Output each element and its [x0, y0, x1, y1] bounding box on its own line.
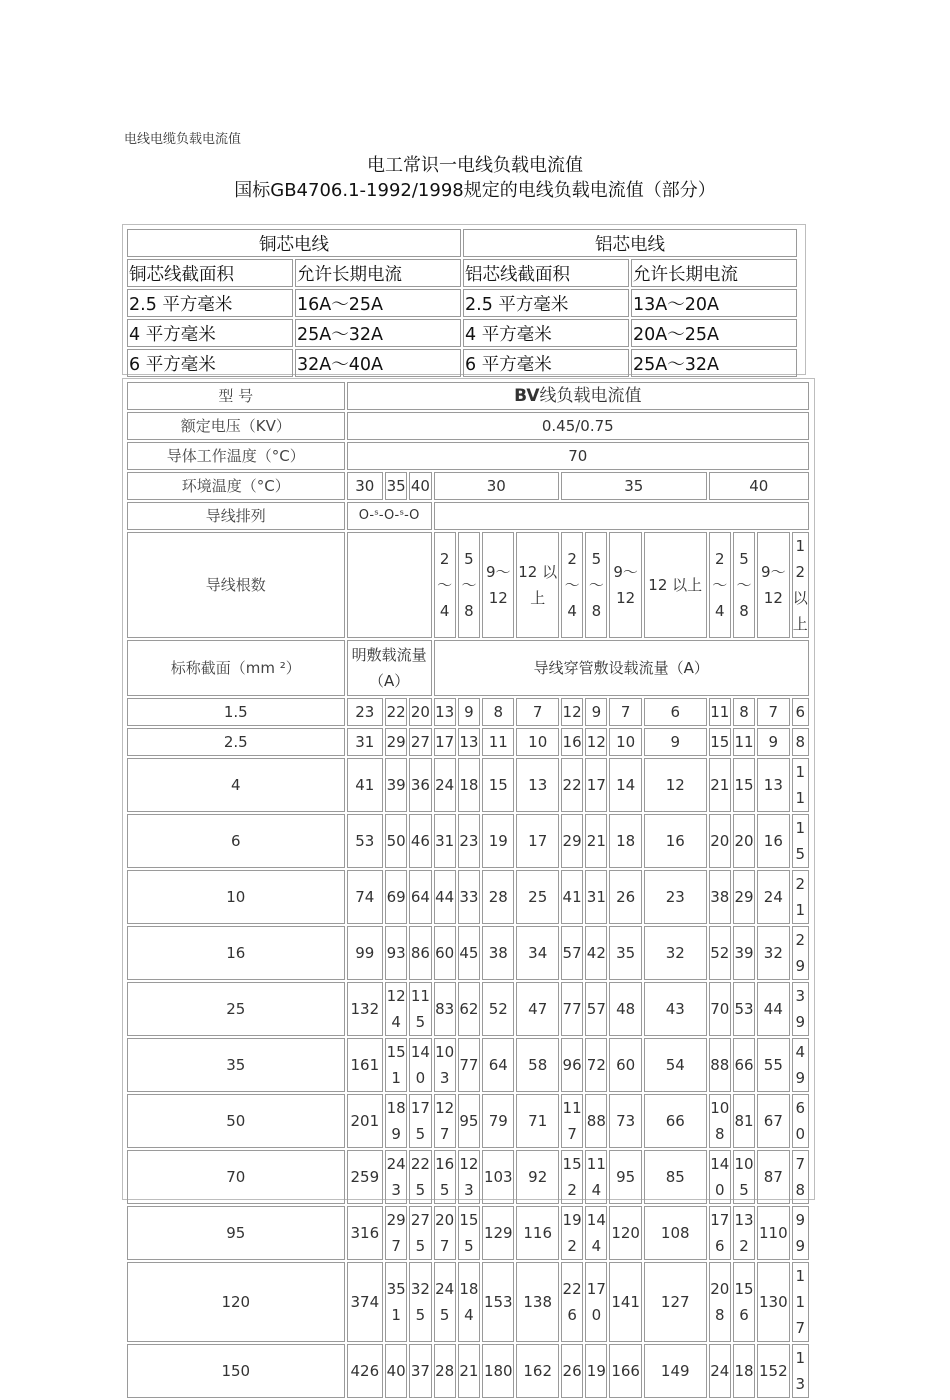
table-row: [127, 870, 809, 924]
current-value-cell: 38: [709, 870, 731, 924]
current-value-cell: 9: [644, 728, 707, 756]
wire-count-value: 9～12: [609, 532, 641, 638]
conductor-temp-value: 70: [347, 442, 809, 470]
cross-section-cell: 95: [127, 1206, 345, 1260]
current-value-cell: 144: [585, 1206, 607, 1260]
cross-section-cell: 50: [127, 1094, 345, 1148]
current-value-cell: 99: [347, 926, 383, 980]
current-value-cell: 275: [409, 1206, 431, 1260]
current-value-cell: 17: [434, 728, 456, 756]
current-value-cell: 53: [733, 982, 755, 1036]
current-value-cell: 93: [385, 926, 407, 980]
model-value-bold: BV: [514, 386, 540, 406]
current-value-cell: 7: [516, 698, 559, 726]
current-value-cell: 152: [757, 1344, 789, 1398]
current-value-cell: 31: [347, 728, 383, 756]
table-row: [127, 982, 809, 1036]
current-value-cell: 180: [482, 1344, 514, 1398]
current-value-cell: 37: [409, 1344, 431, 1398]
current-value-cell: 69: [385, 870, 407, 924]
current-value-cell: 71: [516, 1094, 559, 1148]
current-value-cell: 41: [561, 870, 583, 924]
arrangement-label: 导线排列: [127, 502, 345, 530]
cross-section-cell: 10: [127, 870, 345, 924]
table-row: [127, 289, 797, 317]
current-value-cell: 316: [347, 1206, 383, 1260]
empty-cell: [434, 502, 809, 530]
column-header: 铝芯线截面积: [463, 259, 629, 287]
model-value: [347, 382, 809, 410]
current-value-cell: 351: [385, 1262, 407, 1342]
current-value-cell: 11: [733, 728, 755, 756]
section-label: 标称截面（mm ²）: [127, 640, 345, 696]
current-value-cell: 14: [609, 758, 641, 812]
current-value-cell: 87: [757, 1150, 789, 1204]
current-value-cell: 35: [609, 926, 641, 980]
current-value-cell: 130: [757, 1262, 789, 1342]
table-cell: 32A～40A: [295, 349, 461, 377]
wire-count-value: 12 以上: [792, 532, 809, 638]
table-row: [127, 1094, 809, 1148]
current-value-cell: 161: [347, 1038, 383, 1092]
bv-wire-load-current-table: [125, 380, 811, 1400]
current-value-cell: 13: [516, 758, 559, 812]
column-header: 允许长期电流: [295, 259, 461, 287]
current-value-cell: 54: [644, 1038, 707, 1092]
current-value-cell: 66: [733, 1038, 755, 1092]
current-value-cell: 162: [516, 1344, 559, 1398]
current-value-cell: 115: [409, 982, 431, 1036]
table-cell: 2.5 平方毫米: [127, 289, 293, 317]
current-value-cell: 34: [516, 926, 559, 980]
ambient-temp-value: 30: [347, 472, 383, 500]
wire-count-value: 2～4: [561, 532, 583, 638]
current-value-cell: 15: [482, 758, 514, 812]
current-value-cell: 26: [561, 1344, 583, 1398]
current-value-cell: 23: [347, 698, 383, 726]
current-value-cell: 120: [609, 1206, 641, 1260]
current-value-cell: 201: [347, 1094, 383, 1148]
current-value-cell: 226: [561, 1262, 583, 1342]
current-value-cell: 22: [385, 698, 407, 726]
current-value-cell: 58: [516, 1038, 559, 1092]
current-value-cell: 11: [792, 758, 809, 812]
current-value-cell: 18: [733, 1344, 755, 1398]
current-value-cell: 117: [561, 1094, 583, 1148]
current-value-cell: 426: [347, 1344, 383, 1398]
current-value-cell: 78: [792, 1150, 809, 1204]
current-value-cell: 39: [385, 758, 407, 812]
current-value-cell: 22: [561, 758, 583, 812]
current-value-cell: 31: [434, 814, 456, 868]
current-value-cell: 70: [709, 982, 731, 1036]
page-title: 电工常识一电线负载电流值: [367, 155, 583, 176]
current-value-cell: 184: [458, 1262, 480, 1342]
document-label: 电线电缆负载电流值: [124, 132, 242, 147]
model-label: 型 号: [127, 382, 345, 410]
current-value-cell: 21: [458, 1344, 480, 1398]
table-cell: 25A～32A: [295, 319, 461, 347]
table-cell: 2.5 平方毫米: [463, 289, 629, 317]
column-header: 铜芯线截面积: [127, 259, 293, 287]
wire-count-value: 12 以上: [644, 532, 707, 638]
current-value-cell: 132: [347, 982, 383, 1036]
current-value-cell: 176: [709, 1206, 731, 1260]
current-value-cell: 7: [757, 698, 789, 726]
cross-section-cell: 16: [127, 926, 345, 980]
current-value-cell: 207: [434, 1206, 456, 1260]
current-value-cell: 6: [792, 698, 809, 726]
table-row: [127, 319, 797, 347]
table-row: [127, 698, 809, 726]
current-value-cell: 25: [516, 870, 559, 924]
current-value-cell: 189: [385, 1094, 407, 1148]
current-value-cell: 170: [585, 1262, 607, 1342]
current-value-cell: 77: [561, 982, 583, 1036]
ambient-temp-label: 环境温度（°C）: [127, 472, 345, 500]
current-value-cell: 7: [609, 698, 641, 726]
current-value-cell: 16: [561, 728, 583, 756]
ambient-temp-value: 40: [709, 472, 809, 500]
current-value-cell: 24: [757, 870, 789, 924]
wire-count-value: 5～8: [733, 532, 755, 638]
current-value-cell: 53: [347, 814, 383, 868]
current-value-cell: 47: [516, 982, 559, 1036]
current-value-cell: 46: [409, 814, 431, 868]
current-value-cell: 50: [385, 814, 407, 868]
current-value-cell: 44: [757, 982, 789, 1036]
current-value-cell: 116: [516, 1206, 559, 1260]
current-value-cell: 48: [609, 982, 641, 1036]
current-value-cell: 23: [644, 870, 707, 924]
cross-section-cell: 70: [127, 1150, 345, 1204]
current-value-cell: 77: [458, 1038, 480, 1092]
current-value-cell: 9: [585, 698, 607, 726]
current-value-cell: 60: [434, 926, 456, 980]
current-value-cell: 15: [792, 814, 809, 868]
arrangement-value: O-ˢ-O-ˢ-O: [347, 502, 432, 530]
current-value-cell: 74: [347, 870, 383, 924]
current-value-cell: 36: [409, 758, 431, 812]
current-value-cell: 64: [482, 1038, 514, 1092]
current-value-cell: 18: [458, 758, 480, 812]
voltage-label: 额定电压（KV）: [127, 412, 345, 440]
current-value-cell: 13: [792, 1344, 809, 1398]
wire-count-value: 9～12: [482, 532, 514, 638]
current-value-cell: 15: [733, 758, 755, 812]
current-value-cell: 79: [482, 1094, 514, 1148]
table-row: [127, 349, 797, 377]
current-value-cell: 73: [609, 1094, 641, 1148]
current-value-cell: 12: [585, 728, 607, 756]
current-value-cell: 72: [585, 1038, 607, 1092]
current-value-cell: 325: [409, 1262, 431, 1342]
cross-section-cell: 1.5: [127, 698, 345, 726]
current-value-cell: 33: [458, 870, 480, 924]
current-value-cell: 114: [585, 1150, 607, 1204]
current-value-cell: 103: [482, 1150, 514, 1204]
table-cell: 4 平方毫米: [127, 319, 293, 347]
current-value-cell: 8: [792, 728, 809, 756]
current-value-cell: 16: [757, 814, 789, 868]
current-value-cell: 43: [644, 982, 707, 1036]
current-value-cell: 20: [709, 814, 731, 868]
current-value-cell: 15: [709, 728, 731, 756]
current-value-cell: 29: [792, 926, 809, 980]
current-value-cell: 52: [482, 982, 514, 1036]
current-value-cell: 21: [709, 758, 731, 812]
current-value-cell: 156: [733, 1262, 755, 1342]
current-value-cell: 23: [458, 814, 480, 868]
current-value-cell: 123: [458, 1150, 480, 1204]
wire-count-value: 5～8: [458, 532, 480, 638]
current-value-cell: 108: [644, 1206, 707, 1260]
current-value-cell: 60: [609, 1038, 641, 1092]
current-value-cell: 49: [792, 1038, 809, 1092]
current-value-cell: 29: [561, 814, 583, 868]
current-value-cell: 6: [644, 698, 707, 726]
current-value-cell: 165: [434, 1150, 456, 1204]
current-value-cell: 8: [733, 698, 755, 726]
current-value-cell: 62: [458, 982, 480, 1036]
current-value-cell: 85: [644, 1150, 707, 1204]
current-value-cell: 13: [434, 698, 456, 726]
current-value-cell: 18: [609, 814, 641, 868]
current-value-cell: 88: [709, 1038, 731, 1092]
current-value-cell: 13: [458, 728, 480, 756]
table-row: [127, 926, 809, 980]
table-row: [127, 1344, 809, 1398]
current-value-cell: 155: [458, 1206, 480, 1260]
current-value-cell: 9: [757, 728, 789, 756]
current-value-cell: 24: [709, 1344, 731, 1398]
current-value-cell: 140: [709, 1150, 731, 1204]
empty-cell: [347, 532, 432, 638]
cross-section-cell: 2.5: [127, 728, 345, 756]
current-value-cell: 66: [644, 1094, 707, 1148]
current-value-cell: 117: [792, 1262, 809, 1342]
table-row: [127, 1038, 809, 1092]
current-value-cell: 16: [644, 814, 707, 868]
current-value-cell: 29: [385, 728, 407, 756]
current-value-cell: 245: [434, 1262, 456, 1342]
current-value-cell: 141: [609, 1262, 641, 1342]
current-value-cell: 29: [733, 870, 755, 924]
copper-group-header: 铜芯电线: [127, 229, 461, 257]
current-value-cell: 124: [385, 982, 407, 1036]
current-value-cell: 45: [458, 926, 480, 980]
current-value-cell: 55: [757, 1038, 789, 1092]
table-cell: 4 平方毫米: [463, 319, 629, 347]
current-value-cell: 40: [385, 1344, 407, 1398]
current-value-cell: 138: [516, 1262, 559, 1342]
current-value-cell: 26: [609, 870, 641, 924]
cross-section-cell: 35: [127, 1038, 345, 1092]
current-value-cell: 31: [585, 870, 607, 924]
table-row: [127, 1206, 809, 1260]
page-subtitle: 国标GB4706.1-1992/1998规定的电线负载电流值（部分）: [234, 180, 716, 201]
ambient-temp-value: 40: [409, 472, 431, 500]
current-value-cell: 19: [585, 1344, 607, 1398]
wire-count-value: 12 以上: [516, 532, 559, 638]
current-value-cell: 96: [561, 1038, 583, 1092]
current-value-cell: 32: [757, 926, 789, 980]
current-value-cell: 149: [644, 1344, 707, 1398]
current-value-cell: 92: [516, 1150, 559, 1204]
current-value-cell: 39: [733, 926, 755, 980]
current-value-cell: 11: [482, 728, 514, 756]
table-cell: 25A～32A: [631, 349, 797, 377]
current-value-cell: 152: [561, 1150, 583, 1204]
current-value-cell: 52: [709, 926, 731, 980]
voltage-value: 0.45/0.75: [347, 412, 809, 440]
cross-section-cell: 25: [127, 982, 345, 1036]
current-value-cell: 127: [644, 1262, 707, 1342]
current-value-cell: 297: [385, 1206, 407, 1260]
current-value-cell: 132: [733, 1206, 755, 1260]
current-value-cell: 42: [585, 926, 607, 980]
column-header: 允许长期电流: [631, 259, 797, 287]
current-value-cell: 99: [792, 1206, 809, 1260]
cross-section-cell: 150: [127, 1344, 345, 1398]
current-value-cell: 86: [409, 926, 431, 980]
current-value-cell: 225: [409, 1150, 431, 1204]
current-value-cell: 103: [434, 1038, 456, 1092]
current-value-cell: 88: [585, 1094, 607, 1148]
wire-count-value: 5～8: [585, 532, 607, 638]
table-cell: 20A～25A: [631, 319, 797, 347]
wire-count-value: 2～4: [709, 532, 731, 638]
table-row: [127, 728, 809, 756]
current-value-cell: 57: [585, 982, 607, 1036]
current-value-cell: 28: [482, 870, 514, 924]
current-value-cell: 12: [644, 758, 707, 812]
current-value-cell: 259: [347, 1150, 383, 1204]
current-value-cell: 108: [709, 1094, 731, 1148]
current-value-cell: 19: [482, 814, 514, 868]
current-value-cell: 140: [409, 1038, 431, 1092]
current-value-cell: 166: [609, 1344, 641, 1398]
current-value-cell: 83: [434, 982, 456, 1036]
cross-section-cell: 4: [127, 758, 345, 812]
current-value-cell: 208: [709, 1262, 731, 1342]
current-value-cell: 95: [609, 1150, 641, 1204]
current-value-cell: 57: [561, 926, 583, 980]
current-value-cell: 17: [516, 814, 559, 868]
current-value-cell: 21: [792, 870, 809, 924]
current-value-cell: 17: [585, 758, 607, 812]
cross-section-cell: 120: [127, 1262, 345, 1342]
table-cell: 6 平方毫米: [127, 349, 293, 377]
current-value-cell: 8: [482, 698, 514, 726]
current-value-cell: 41: [347, 758, 383, 812]
conduit-laying-header: 导线穿管敷设载流量（A）: [434, 640, 809, 696]
current-value-cell: 20: [409, 698, 431, 726]
current-value-cell: 20: [733, 814, 755, 868]
table-cell: 16A～25A: [295, 289, 461, 317]
current-value-cell: 67: [757, 1094, 789, 1148]
wire-current-summary-table: [125, 227, 799, 379]
table-row: [127, 814, 809, 868]
current-value-cell: 95: [458, 1094, 480, 1148]
wire-count-value: 9～12: [757, 532, 789, 638]
table-row: [127, 1262, 809, 1342]
current-value-cell: 21: [585, 814, 607, 868]
ambient-temp-value: 30: [434, 472, 559, 500]
table-cell: 6 平方毫米: [463, 349, 629, 377]
current-value-cell: 129: [482, 1206, 514, 1260]
current-value-cell: 60: [792, 1094, 809, 1148]
table-cell: 13A～20A: [631, 289, 797, 317]
current-value-cell: 39: [792, 982, 809, 1036]
table-row: [127, 1150, 809, 1204]
current-value-cell: 24: [434, 758, 456, 812]
current-value-cell: 44: [434, 870, 456, 924]
ambient-temp-value: 35: [385, 472, 407, 500]
current-value-cell: 28: [434, 1344, 456, 1398]
ambient-temp-value: 35: [561, 472, 707, 500]
current-value-cell: 243: [385, 1150, 407, 1204]
current-value-cell: 192: [561, 1206, 583, 1260]
current-value-cell: 127: [434, 1094, 456, 1148]
current-value-cell: 12: [561, 698, 583, 726]
current-value-cell: 38: [482, 926, 514, 980]
cross-section-cell: 6: [127, 814, 345, 868]
current-value-cell: 27: [409, 728, 431, 756]
current-value-cell: 151: [385, 1038, 407, 1092]
current-value-cell: 10: [609, 728, 641, 756]
current-value-cell: 374: [347, 1262, 383, 1342]
conductor-temp-label: 导体工作温度（°C）: [127, 442, 345, 470]
current-value-cell: 13: [757, 758, 789, 812]
wire-count-label: 导线根数: [127, 532, 345, 638]
current-value-cell: 153: [482, 1262, 514, 1342]
current-value-cell: 10: [516, 728, 559, 756]
current-value-cell: 64: [409, 870, 431, 924]
table-row: [127, 758, 809, 812]
current-value-cell: 81: [733, 1094, 755, 1148]
current-value-cell: 32: [644, 926, 707, 980]
current-value-cell: 11: [709, 698, 731, 726]
current-value-cell: 175: [409, 1094, 431, 1148]
wire-count-value: 2～4: [434, 532, 456, 638]
open-laying-header: 明敷载流量（A）: [347, 640, 432, 696]
model-value-text: 线负载电流值: [539, 386, 642, 406]
current-value-cell: 9: [458, 698, 480, 726]
current-value-cell: 110: [757, 1206, 789, 1260]
aluminum-group-header: 铝芯电线: [463, 229, 797, 257]
current-value-cell: 105: [733, 1150, 755, 1204]
